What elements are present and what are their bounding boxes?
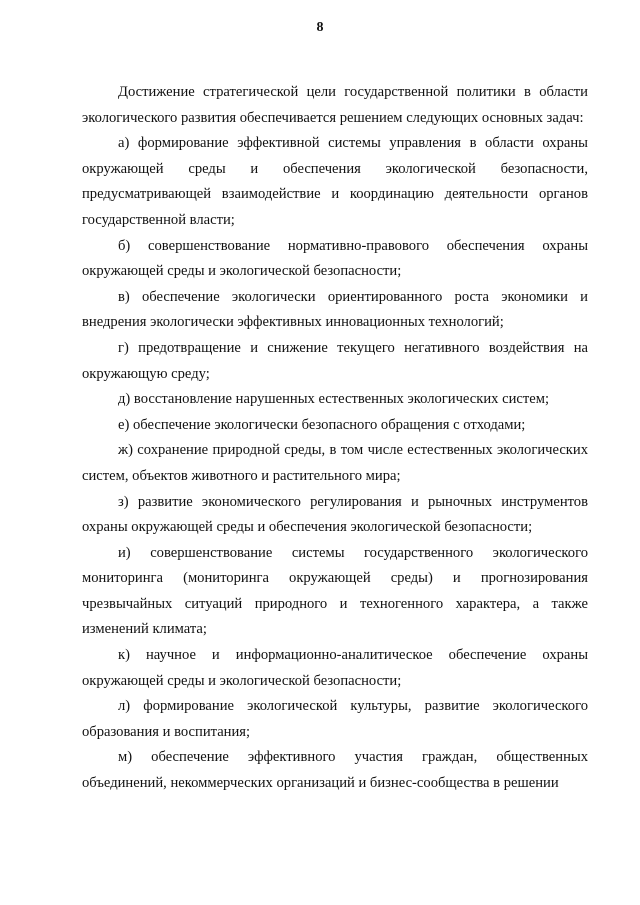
task-item-zh: ж) сохранение природной среды, в том числе естественных экологических систем, объектов животного и растительного мира; [82,442,588,484]
task-item-v: в) обеспечение экологически ориентированного роста экономики и внедрения экологически эффективных инновационных технологий; [82,288,588,331]
task-item-z: з) развитие экономического регулирования и рыночных инструментов охраны окружающей среды и обеспечения экологической безопасности; [82,493,588,536]
task-item-e: е) обеспечение экологически безопасного обращения с отходами; [118,416,526,433]
document-body [82,80,588,797]
intro-paragraph: Достижение стратегической цели государственной политики в области экологического развития обеспечивается решением следующих основных задач: [82,84,588,126]
task-item-b: б) совершенствование нормативно-правового обеспечения охраны окружающей среды и экологической безопасности; [82,237,588,280]
task-item-m: м) обеспечение эффективного участия граждан, общественных объединений, некоммерческих организаций и бизнес-сообщества в решении [82,749,588,792]
task-item-l: л) формирование экологической культуры, развитие экологического образования и воспитания; [82,698,588,740]
task-item-d: д) восстановление нарушенных естественных экологических систем; [118,391,550,408]
page-number: 8 [316,20,324,35]
task-item-i: и) совершенствование системы государственного экологического мониторинга (мониторинга окружающей среды) и прогнозирования чрезвычайных ситуаций природного и техногенного характера, а также изменений климата; [82,544,588,638]
task-item-g: г) предотвращение и снижение текущего негативного воздействия на окружающую среду; [82,339,588,382]
task-item-k: к) научное и информационно-аналитическое обеспечение охраны окружающей среды и экологической безопасности; [82,647,588,689]
task-item-a: а) формирование эффективной системы управления в области охраны окружающей среды и обеспечения экологической безопасности, предусматривающей взаимодействие и координацию деятельности органов государственной власти; [82,135,588,228]
